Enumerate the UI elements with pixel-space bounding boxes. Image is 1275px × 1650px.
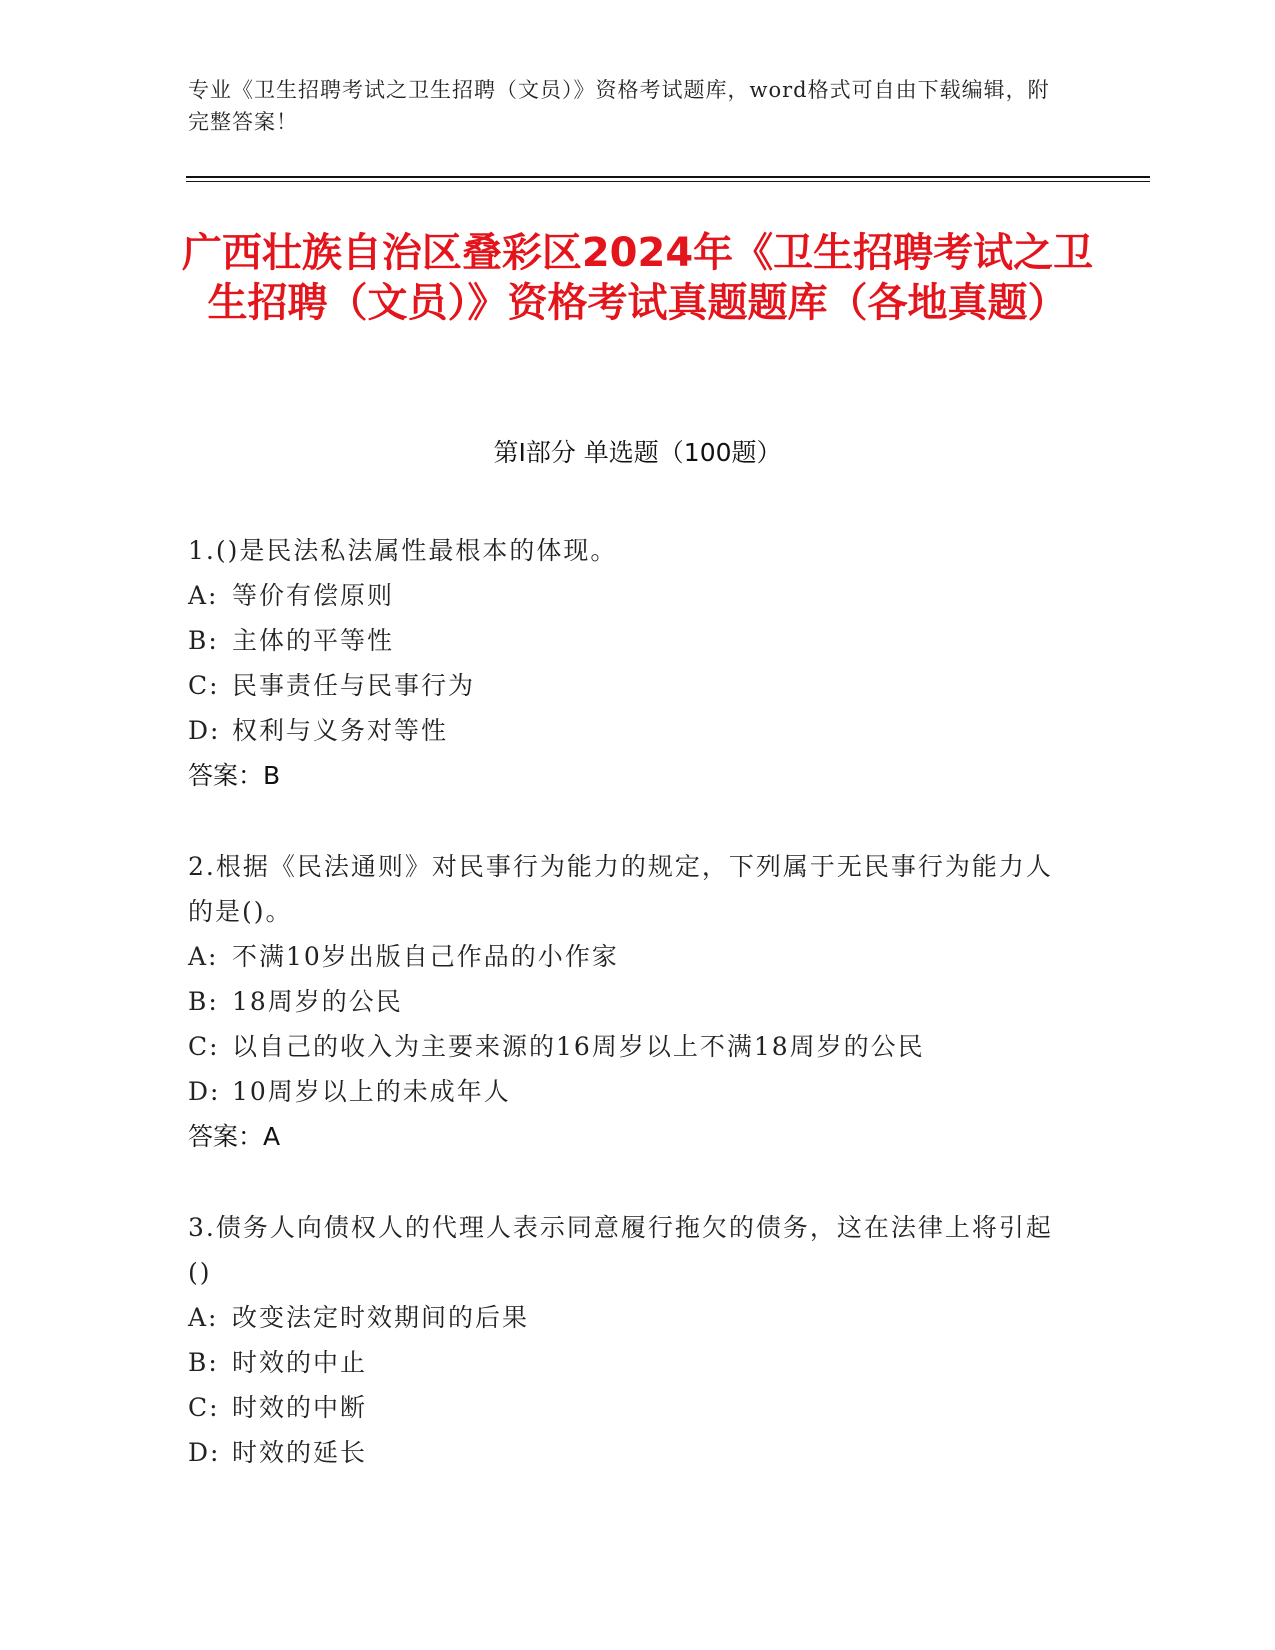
option-text: 时效的延长 <box>232 1438 368 1467</box>
question-item <box>188 844 1068 1159</box>
document-title: 广西壮族自治区叠彩区2024年《卫生招聘考试之卫生招聘（文员）》资格考试真题题库（各地真题） <box>181 230 1094 326</box>
option-text: 时效的中断 <box>232 1393 368 1422</box>
option-key: B: <box>188 987 219 1016</box>
question-stem: 1.()是民法私法属性最根本的体现。 <box>188 536 618 565</box>
option-d <box>188 1430 1068 1475</box>
option-key: C: <box>188 1032 220 1061</box>
option-text: 等价有偿原则 <box>232 581 395 610</box>
option-key: D: <box>188 716 221 745</box>
header-note: 专业《卫生招聘考试之卫生招聘（文员）》资格考试题库，word格式可自由下载编辑，附完整答案！ <box>188 78 1050 134</box>
option-c <box>188 663 1068 708</box>
option-text: 权利与义务对等性 <box>232 716 449 745</box>
option-c <box>188 1024 1068 1069</box>
option-text: 以自己的收入为主要来源的16周岁以上不满18周岁的公民 <box>232 1032 925 1061</box>
answer-line: 答案：B <box>188 761 281 790</box>
option-a <box>188 1295 1068 1340</box>
header-divider-thin <box>186 181 1150 182</box>
option-key: D: <box>188 1438 221 1467</box>
option-key: D: <box>188 1077 221 1106</box>
option-key: A: <box>188 1303 219 1332</box>
answer-line: 答案：A <box>188 1122 281 1151</box>
question-stem: 2.根据《民法通则》对民事行为能力的规定，下列属于无民事行为能力人的是()。 <box>188 852 1053 926</box>
option-text: 18周岁的公民 <box>232 987 403 1016</box>
option-a <box>188 934 1068 979</box>
option-b <box>188 1340 1068 1385</box>
option-a <box>188 573 1068 618</box>
option-c <box>188 1385 1068 1430</box>
header-divider-thick <box>186 176 1150 178</box>
question-list <box>188 528 1068 1521</box>
option-text: 不满10岁出版自己作品的小作家 <box>232 942 619 971</box>
option-key: B: <box>188 626 219 655</box>
option-text: 10周岁以上的未成年人 <box>232 1077 511 1106</box>
option-text: 改变法定时效期间的后果 <box>232 1303 530 1332</box>
option-key: A: <box>188 942 219 971</box>
section-heading: 第I部分 单选题（100题） <box>493 438 782 467</box>
option-key: C: <box>188 1393 220 1422</box>
option-key: B: <box>188 1348 219 1377</box>
option-b <box>188 979 1068 1024</box>
option-text: 主体的平等性 <box>232 626 395 655</box>
option-b <box>188 618 1068 663</box>
question-item <box>188 528 1068 798</box>
option-key: C: <box>188 671 220 700</box>
question-stem: 3.债务人向债权人的代理人表示同意履行拖欠的债务，这在法律上将引起() <box>188 1213 1053 1287</box>
option-text: 时效的中止 <box>232 1348 368 1377</box>
option-d <box>188 1069 1068 1114</box>
option-d <box>188 708 1068 753</box>
option-text: 民事责任与民事行为 <box>232 671 476 700</box>
option-key: A: <box>188 581 219 610</box>
question-item <box>188 1205 1068 1475</box>
